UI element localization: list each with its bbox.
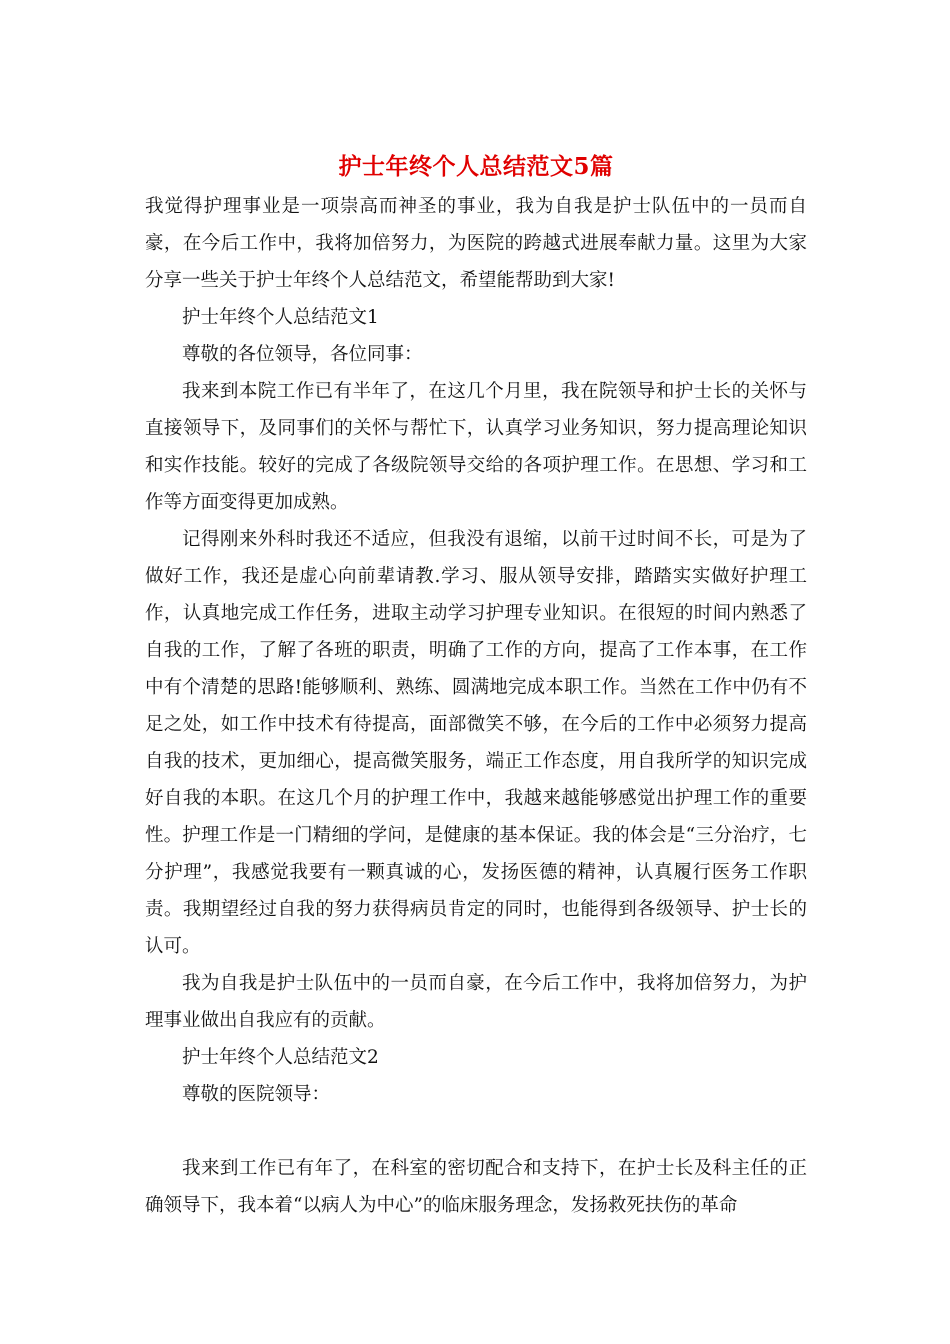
section-1-heading: 护士年终个人总结范文1 [182,307,379,328]
section-1-paragraph-2: 记得刚来外科时我还不适应，但我没有退缩，以前干过时间不长，可是为了做好工作，我还是虚心向前辈请教.学习、服从领导安排，踏踏实实做好护理工作，认真地完成工作任务，进取主动学习护理专业知识。在很短的时间内熟悉了自我的工作，了解了各班的职责，明确了工作的方向，提高了工作本事，在工作中有个清楚的思路!能够顺利、熟练、圆满地完成本职工作。当然在工作中仍有不足之处，如工作中技术有待提高，面部微笑不够，在今后的工作中必须努力提高自我的技术，更加细心，提高微笑服务，端正工作态度，用自我所学的知识完成好自我的本职。在这几个月的护理工作中，我越来越能够感觉出护理工作的重要性。护理工作是一门精细的学问，是健康的基本保证。我的体会是“三分治疗，七分护理”，我感觉我要有一颗真诚的心，发扬医德的精神，认真履行医务工作职责。我期望经过自我的努力获得病员肯定的同时，也能得到各级领导、护士长的认可。 [145,529,807,957]
document-title: 护士年终个人总结范文5篇 [338,153,614,180]
section-1-paragraph-1: 我来到本院工作已有半年了，在这几个月里，我在院领导和护士长的关怀与直接领导下，及同事们的关怀与帮忙下，认真学习业务知识，努力提高理论知识和实作技能。较好的完成了各级院领导交给的各项护理工作。在思想、学习和工作等方面变得更加成熟。 [145,381,807,513]
section-1-paragraph-3: 我为自我是护士队伍中的一员而自豪，在今后工作中，我将加倍努力，为护理事业做出自我应有的贡献。 [145,973,807,1031]
section-2-heading: 护士年终个人总结范文2 [182,1047,379,1068]
section-2-salutation: 尊敬的医院领导： [182,1084,331,1105]
document-page [145,150,807,1224]
section-2-paragraph-1: 我来到工作已有年了，在科室的密切配合和支持下，在护士长及科主任的正确领导下，我本着“以病人为中心”的临床服务理念，发扬救死扶伤的革命 [145,1158,807,1216]
intro-paragraph: 我觉得护理事业是一项崇高而神圣的事业，我为自我是护士队伍中的一员而自豪，在今后工作中，我将加倍努力，为医院的跨越式进展奉献力量。这里为大家分享一些关于护士年终个人总结范文，希望能帮助到大家! [145,196,807,291]
blank-line [145,1113,807,1150]
section-1-salutation: 尊敬的各位领导，各位同事： [182,344,423,365]
